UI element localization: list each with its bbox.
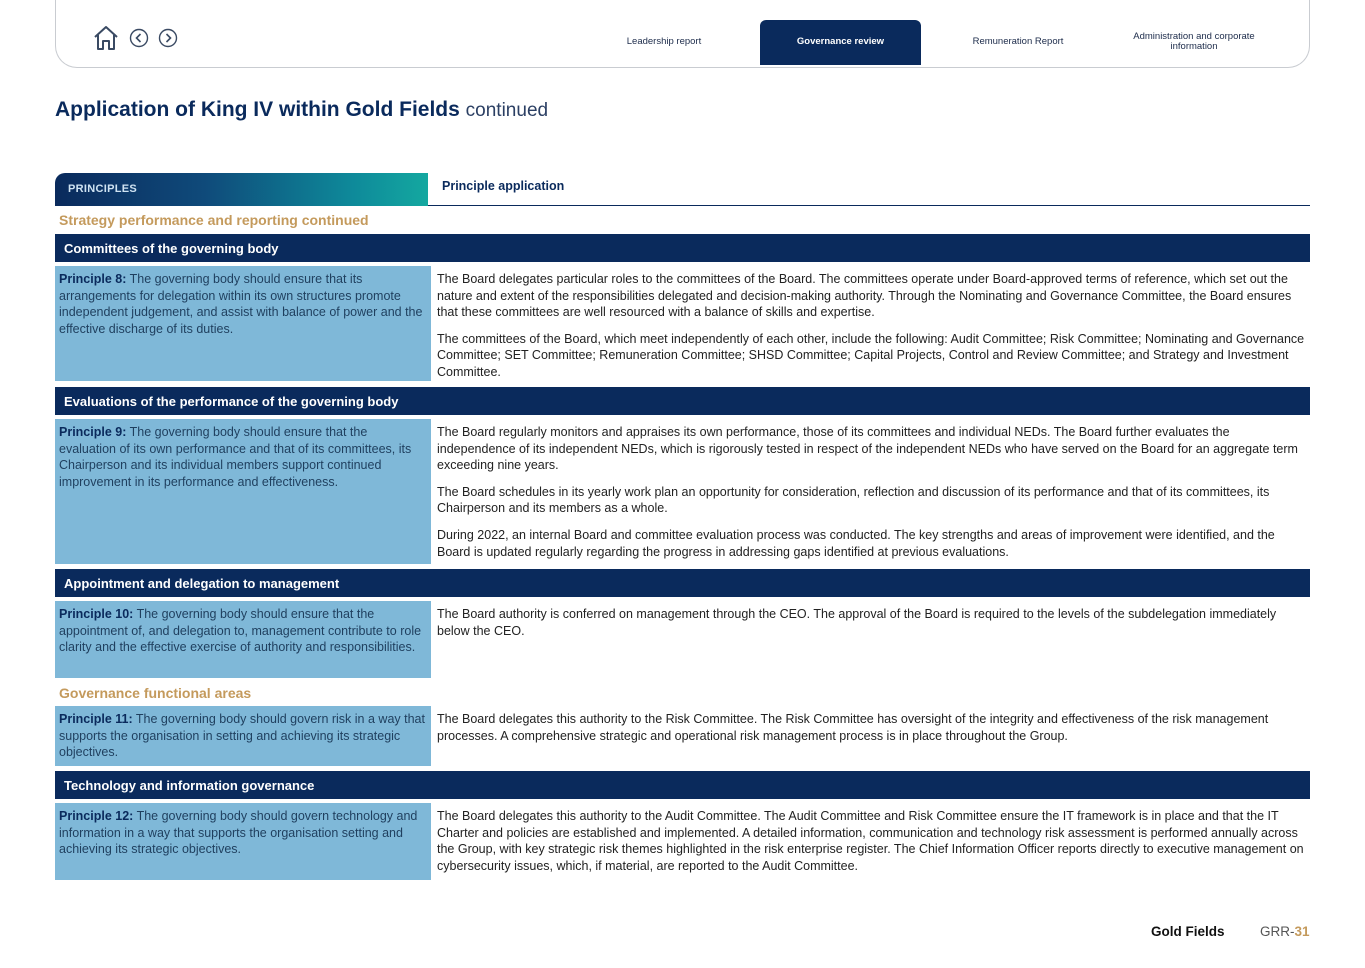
principle-12-label: Principle 12:	[59, 809, 134, 823]
band-evaluations: Evaluations of the performance of the governing body	[55, 387, 1310, 415]
page-title	[55, 98, 548, 122]
band-appointment: Appointment and delegation to management	[55, 569, 1310, 597]
principles-header-band	[55, 173, 428, 206]
page-title-suffix: continued	[465, 100, 549, 121]
footer-brand: Gold Fields	[1151, 924, 1225, 939]
application-paragraph: During 2022, an internal Board and committee evaluation process was conducted. The key strengths and areas of improvement were identified, and the Board is updated regularly regarding the progress in addressing gaps identified at previous evaluations.	[437, 527, 1275, 559]
page-number: 31	[1294, 924, 1310, 939]
principle-8-text: The governing body should ensure that its arrangements for delegation within its own structures promote independent judgement, and assist with balance of power and the effective discharge of its duties.	[59, 272, 423, 336]
principle-10-cell	[55, 601, 431, 678]
application-paragraph: The Board authority is conferred on management through the CEO. The approval of the Board is required to the levels of the subdelegation immediately below the CEO.	[437, 607, 1277, 638]
header-divider	[428, 205, 1310, 206]
page-title-main: Application of King IV within Gold Fields	[55, 98, 460, 121]
application-paragraph: The committees of the Board, which meet independently of each other, include the following: Audit Committee; Risk Committee; Nominating and Governance Committee; SET Committee; Remuneration Committee; SHSD Committee; Capital Projects, Control and Review Committee; and Strategy and Investment Committee.	[437, 331, 1305, 379]
tab-leadership-report[interactable]: Leadership report	[626, 36, 702, 48]
application-paragraph: The Board delegates this authority to the Audit Committee. The Audit Committee and Risk Committee ensure the IT framework is in place and that the IT Charter and policies are established and implemented. A detailed information, communication and technology risk assessment is performed annually across the Group, with key strategic risk themes highlighted in the risk enterprise register. The Chief Information Officer reports directly to executive management on cybersecurity issues, which, if material, are reported to the Audit Committee.	[437, 809, 1304, 873]
band-technology: Technology and information governance	[55, 771, 1310, 799]
principle-12-text: The governing body should govern technology and information in a way that supports the organisation setting and achieving its strategic objectives.	[59, 809, 418, 857]
principle-10-label: Principle 10:	[59, 607, 134, 621]
principle-9-cell	[55, 419, 431, 564]
section-subtitle-governance-functional-areas: Governance functional areas	[59, 685, 252, 701]
principle-10-text: The governing body should ensure that the appointment of, and delegation to, management contribute to role clarity and the effective exercise of authority and responsibilities.	[59, 607, 422, 655]
principle-9-text: The governing body should ensure that the evaluation of its own performance and that of its committees, its Chairperson and its individual members support continued improvement in its performance and effectiveness.	[59, 425, 412, 489]
principles-label: PRINCIPLES	[68, 183, 138, 195]
application-paragraph: The Board schedules in its yearly work plan an opportunity for consideration, reflection and discussion of its performance and that of its committees, its Chairperson and its members as a whole.	[437, 484, 1270, 516]
principle-12-cell	[55, 803, 431, 880]
principle-11-label: Principle 11:	[59, 712, 133, 726]
principle-10-application	[437, 606, 1307, 639]
tab-governance-review[interactable]: Governance review	[760, 20, 921, 64]
principle-8-label: Principle 8:	[59, 272, 127, 286]
principle-11-text: The governing body should govern risk in a way that supports the organisation in setting and achieving its strategic objectives.	[59, 712, 425, 760]
principle-8-cell	[55, 266, 431, 381]
principle-application-heading: Principle application	[442, 179, 565, 193]
tab-administration-corporate-information[interactable]: Administration and corporate information	[1133, 31, 1255, 52]
page-prefix: GRR-	[1260, 924, 1295, 939]
top-nav-bar	[55, 0, 1310, 68]
principle-9-application	[437, 424, 1307, 560]
principle-8-application	[437, 271, 1307, 381]
footer-page-number	[1260, 924, 1310, 939]
principle-12-application	[437, 808, 1307, 874]
principle-11-application	[437, 711, 1307, 744]
application-paragraph: The Board regularly monitors and appraises its own performance, those of its committees and individual NEDs. The Board further evaluates the independence of its independent NEDs, which is rigorously tested in respect of the independent NEDs who have served on the Board for an aggregate term exceeding nine years.	[437, 425, 1298, 473]
section-subtitle-strategy: Strategy performance and reporting continued	[59, 212, 369, 228]
application-paragraph: The Board delegates particular roles to the committees of the Board. The committees operate under Board-approved terms of reference, which set out the nature and extent of the responsibilities delegated and decision-making authority. Through the Nominating and Governance Committee, the Board ensures that these committees are well resourced with a balance of skills and expertise.	[437, 272, 1292, 320]
principle-11-cell	[55, 706, 431, 766]
principle-9-label: Principle 9:	[59, 425, 127, 439]
tab-remuneration-report[interactable]: Remuneration Report	[972, 36, 1064, 48]
band-committees: Committees of the governing body	[55, 234, 1310, 262]
application-paragraph: The Board delegates this authority to the Risk Committee. The Risk Committee has oversight of the integrity and effectiveness of the risk management processes. A comprehensive strategic and operational risk management process is in place throughout the Group.	[437, 712, 1269, 743]
